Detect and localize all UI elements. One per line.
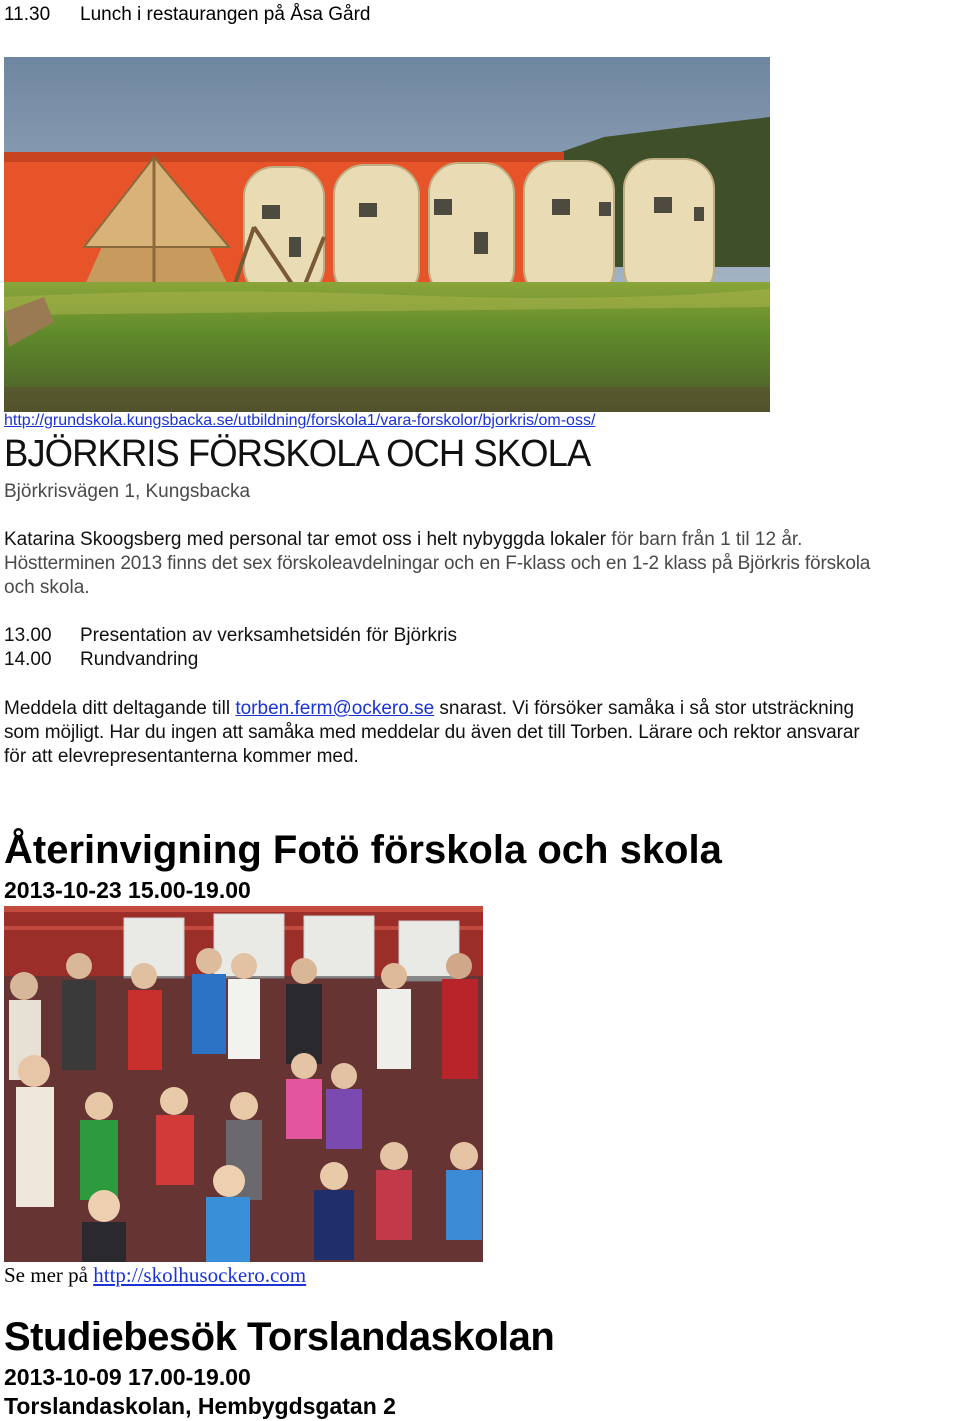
- lunch-time: 11.30: [4, 4, 51, 25]
- bjorkris-intro-line2: Höstterminen 2013 finns det sex förskoleavdelningar och en F-klass och en 1-2 klass på Björkris förskola: [4, 553, 871, 574]
- bjorkris-photo: [4, 57, 770, 412]
- bjorkris-url-link[interactable]: http://grundskola.kungsbacka.se/utbildning/forskola1/vara-forskolor/bjorkris/om-oss/: [4, 412, 596, 429]
- torslanda-address: Torslandaskolan, Hembygdsgatan 2: [4, 1393, 396, 1419]
- bjorkris-url[interactable]: [4, 411, 595, 431]
- rsvp-prefix: Meddela ditt deltagande till: [4, 698, 236, 719]
- rsvp-line1: [4, 697, 854, 721]
- foto-datetime: 2013-10-23 15.00-19.00: [4, 877, 251, 903]
- bjorkris-intro-line3: och skola.: [4, 577, 90, 598]
- schedule-time: 13.00: [4, 625, 52, 646]
- schedule-row: [4, 624, 457, 648]
- schedule-text: Presentation av verksamhetsidén för Björkris: [80, 625, 457, 646]
- schedule-time: 14.00: [4, 649, 52, 670]
- rsvp-line3: för att elevrepresentanterna kommer med.: [4, 746, 359, 767]
- bjorkris-intro-line1: [4, 528, 802, 552]
- torslanda-datetime: 2013-10-09 17.00-19.00: [4, 1364, 251, 1390]
- bjorkris-title: BJÖRKRIS FÖRSKOLA OCH SKOLA: [4, 433, 591, 475]
- see-more-prefix: Se mer på: [4, 1263, 94, 1287]
- see-more-link[interactable]: http://skolhusockero.com: [93, 1263, 307, 1287]
- bjorkris-address: Björkrisvägen 1, Kungsbacka: [4, 481, 251, 502]
- rsvp-email-link[interactable]: torben.ferm@ockero.se: [235, 698, 435, 719]
- rsvp-line2: som möjligt. Har du ingen att samåka med meddelar du även det till Torben. Lärare och rektor ansvarar: [4, 722, 860, 743]
- rsvp-suffix: snarast. Vi försöker samåka i så stor utsträckning: [434, 698, 855, 719]
- torslanda-title: Studiebesök Torslandaskolan: [4, 1315, 555, 1359]
- schedule-text: Rundvandring: [80, 649, 199, 670]
- foto-title: Återinvigning Fotö förskola och skola: [4, 828, 722, 872]
- lunch-line: [4, 3, 370, 27]
- foto-photo: [4, 906, 483, 1262]
- schedule-row: [4, 648, 198, 672]
- building-illustration: [4, 57, 770, 412]
- crowd-illustration: [4, 906, 483, 1262]
- intro-part2: för barn från 1 til 12 år.: [606, 529, 803, 550]
- intro-part1: Katarina Skoogsberg med personal tar emot oss i helt nybyggda lokaler: [4, 529, 607, 550]
- foto-see-more: [4, 1262, 306, 1288]
- lunch-text: Lunch i restaurangen på Åsa Gård: [80, 4, 371, 25]
